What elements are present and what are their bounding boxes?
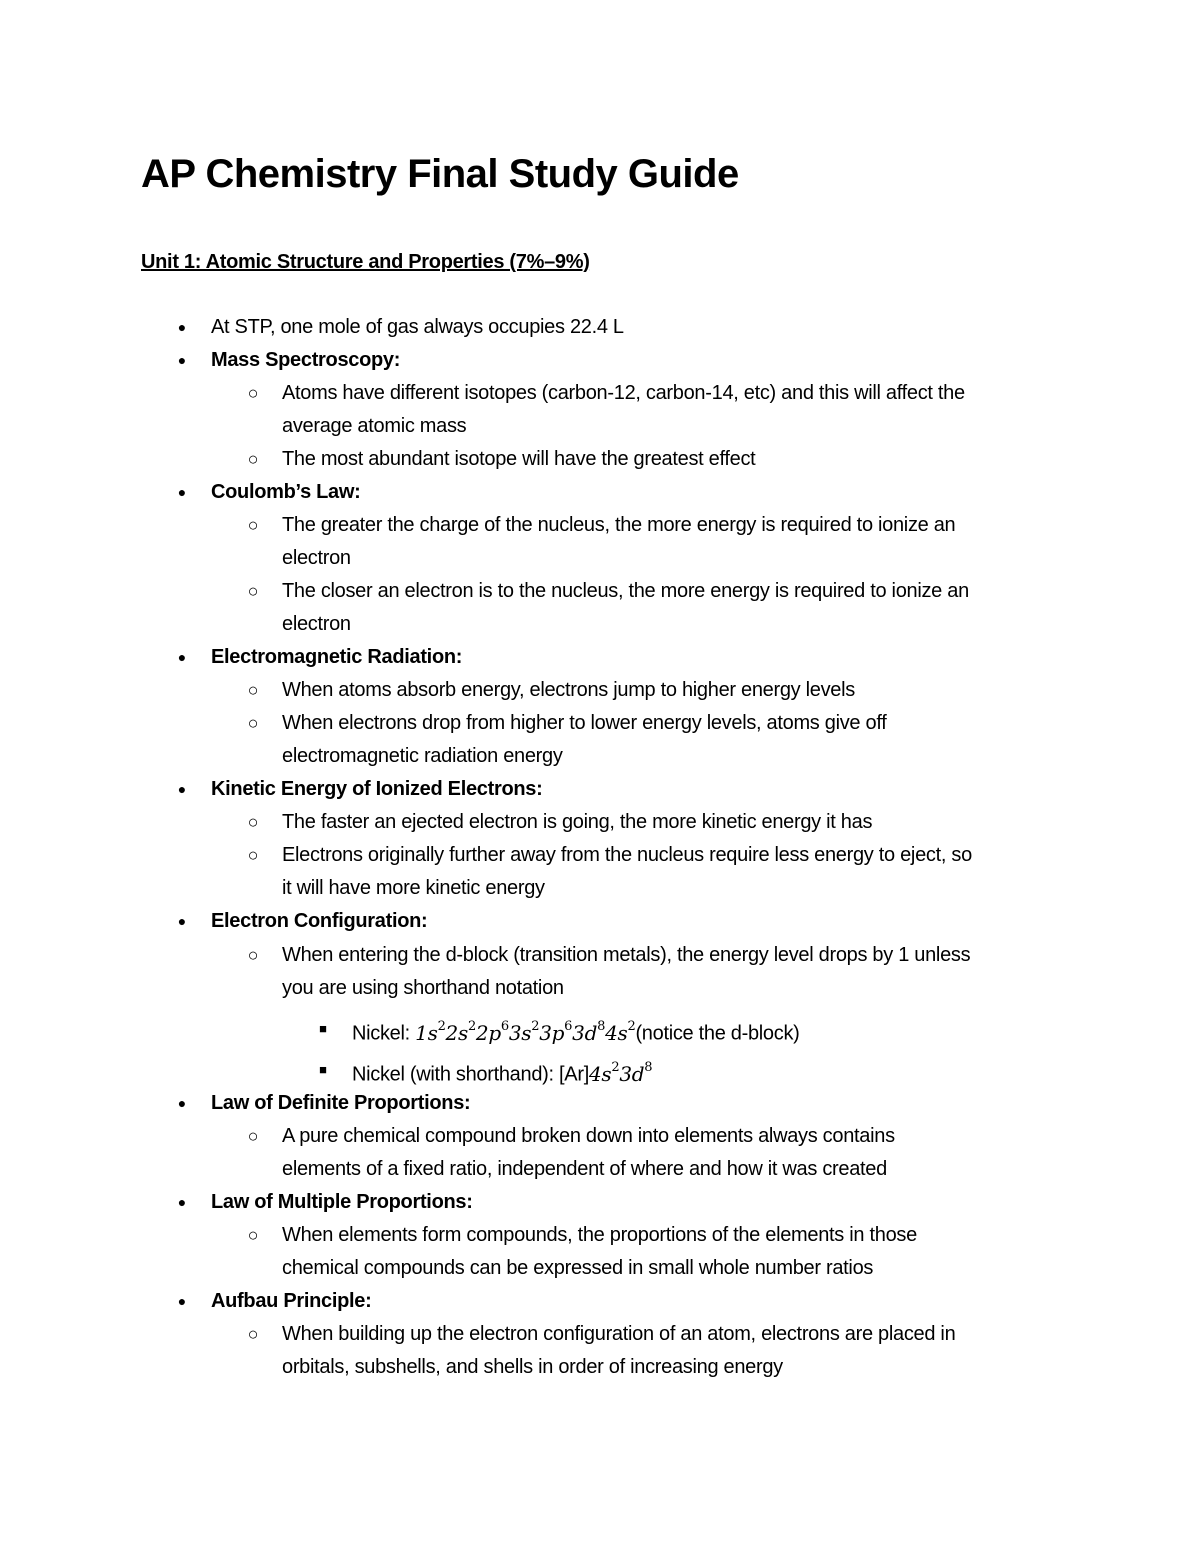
em-radiation-point-2: When electrons drop from higher to lower energy levels, atoms give off xyxy=(282,712,887,734)
bullet: ● xyxy=(177,1095,187,1111)
kinetic-point-2: Electrons originally further away from the nucleus require less energy to eject, so xyxy=(282,844,972,866)
nickel-shorthand-label: Nickel (with shorthand): xyxy=(352,1063,560,1086)
orbital-exponent: 2 xyxy=(467,1019,476,1034)
coulomb-point-1: The greater the charge of the nucleus, the more energy is required to ionize an xyxy=(282,514,956,536)
multiple-heading: Law of Multiple Proportions: xyxy=(211,1191,473,1213)
unit-heading: Unit 1: Atomic Structure and Properties (7%–9%) xyxy=(141,251,590,273)
bullet: ● xyxy=(177,352,187,368)
bullet: ● xyxy=(177,781,187,797)
document-title: AP Chemistry Final Study Guide xyxy=(141,152,739,196)
mass-spec-point-1: Atoms have different isotopes (carbon-12, carbon-14, etc) and this will affect the xyxy=(282,382,965,404)
orbital-exponent: 2 xyxy=(611,1060,620,1075)
orbital-term: 4s xyxy=(588,1061,612,1086)
bullet: ● xyxy=(177,1293,187,1309)
coulomb-point-2: The closer an electron is to the nucleus, the more energy is required to ionize an xyxy=(282,580,969,602)
stp-item: At STP, one mole of gas always occupies 22.4 L xyxy=(211,316,624,338)
definite-point-1: A pure chemical compound broken down into elements always contains xyxy=(282,1125,895,1147)
em-radiation-point-1: When atoms absorb energy, electrons jump to higher energy levels xyxy=(282,679,855,701)
sub-bullet: ○ xyxy=(247,845,259,865)
kinetic-heading: Kinetic Energy of Ionized Electrons: xyxy=(211,778,543,800)
nickel-config xyxy=(352,1014,800,1049)
nickel-label: Nickel: xyxy=(352,1022,416,1045)
aufbau-point-1-cont: orbitals, subshells, and shells in order of increasing energy xyxy=(282,1356,783,1378)
coulomb-point-1-cont: electron xyxy=(282,547,351,569)
sub-bullet: ○ xyxy=(247,713,259,733)
sub-bullet: ○ xyxy=(247,812,259,832)
orbital-term: 2p xyxy=(475,1020,501,1045)
multiple-point-1: When elements form compounds, the proportions of the elements in those xyxy=(282,1224,917,1246)
orbital-term: 2s xyxy=(445,1020,468,1045)
coulomb-point-2-cont: electron xyxy=(282,613,351,635)
definite-point-1-cont: elements of a fixed ratio, independent of where and how it was created xyxy=(282,1158,887,1180)
sub-bullet: ○ xyxy=(247,680,259,700)
sub-bullet: ○ xyxy=(247,945,259,965)
orbital-term: 3p xyxy=(539,1020,565,1045)
bullet: ● xyxy=(177,1194,187,1210)
nickel-shorthand-core: [Ar] xyxy=(559,1063,589,1086)
sub-bullet: ○ xyxy=(247,515,259,535)
em-radiation-point-2-cont: electromagnetic radiation energy xyxy=(282,745,563,767)
sub-sub-bullet: ■ xyxy=(319,1021,327,1036)
multiple-point-1-cont: chemical compounds can be expressed in small whole number ratios xyxy=(282,1257,874,1279)
bullet: ● xyxy=(177,319,187,335)
orbital-exponent: 8 xyxy=(597,1019,606,1034)
coulomb-heading: Coulomb’s Law: xyxy=(211,481,361,503)
orbital-exponent: 2 xyxy=(437,1019,446,1034)
kinetic-point-2-cont: it will have more kinetic energy xyxy=(282,877,545,899)
nickel-shorthand-formula xyxy=(589,1062,652,1086)
nickel-formula xyxy=(415,1021,635,1045)
orbital-term: 3d xyxy=(619,1061,645,1086)
orbital-exponent: 8 xyxy=(644,1060,653,1075)
definite-heading: Law of Definite Proportions: xyxy=(211,1092,471,1114)
bullet: ● xyxy=(177,913,187,929)
sub-sub-bullet: ■ xyxy=(319,1062,327,1077)
em-radiation-heading: Electromagnetic Radiation: xyxy=(211,646,463,668)
orbital-term: 3d xyxy=(572,1020,598,1045)
orbital-term: 4s xyxy=(605,1020,628,1045)
sub-bullet: ○ xyxy=(247,383,259,403)
sub-bullet: ○ xyxy=(247,581,259,601)
aufbau-point-1: When building up the electron configuration of an atom, electrons are placed in xyxy=(282,1323,956,1345)
orbital-exponent: 2 xyxy=(627,1019,636,1034)
nickel-note: (notice the d-block) xyxy=(635,1022,800,1045)
sub-bullet: ○ xyxy=(247,1324,259,1344)
mass-spec-point-2: The most abundant isotope will have the greatest effect xyxy=(282,448,756,470)
mass-spec-heading: Mass Spectroscopy: xyxy=(211,349,401,371)
mass-spec-point-1-cont: average atomic mass xyxy=(282,415,467,437)
orbital-exponent: 6 xyxy=(564,1019,573,1034)
bullet: ● xyxy=(177,484,187,500)
bullet: ● xyxy=(177,649,187,665)
nickel-shorthand-config xyxy=(352,1055,652,1090)
e-config-heading: Electron Configuration: xyxy=(211,910,428,932)
sub-bullet: ○ xyxy=(247,1126,259,1146)
orbital-term: 1s xyxy=(415,1020,438,1045)
kinetic-point-1: The faster an ejected electron is going, the more kinetic energy it has xyxy=(282,811,873,833)
orbital-term: 3s xyxy=(508,1020,532,1045)
orbital-exponent: 6 xyxy=(500,1019,509,1034)
orbital-exponent: 2 xyxy=(531,1019,540,1034)
e-config-point-1: When entering the d-block (transition metals), the energy level drops by 1 unless xyxy=(282,944,971,966)
sub-bullet: ○ xyxy=(247,449,259,469)
aufbau-heading: Aufbau Principle: xyxy=(211,1290,372,1312)
sub-bullet: ○ xyxy=(247,1225,259,1245)
e-config-point-1-cont: you are using shorthand notation xyxy=(282,977,564,999)
